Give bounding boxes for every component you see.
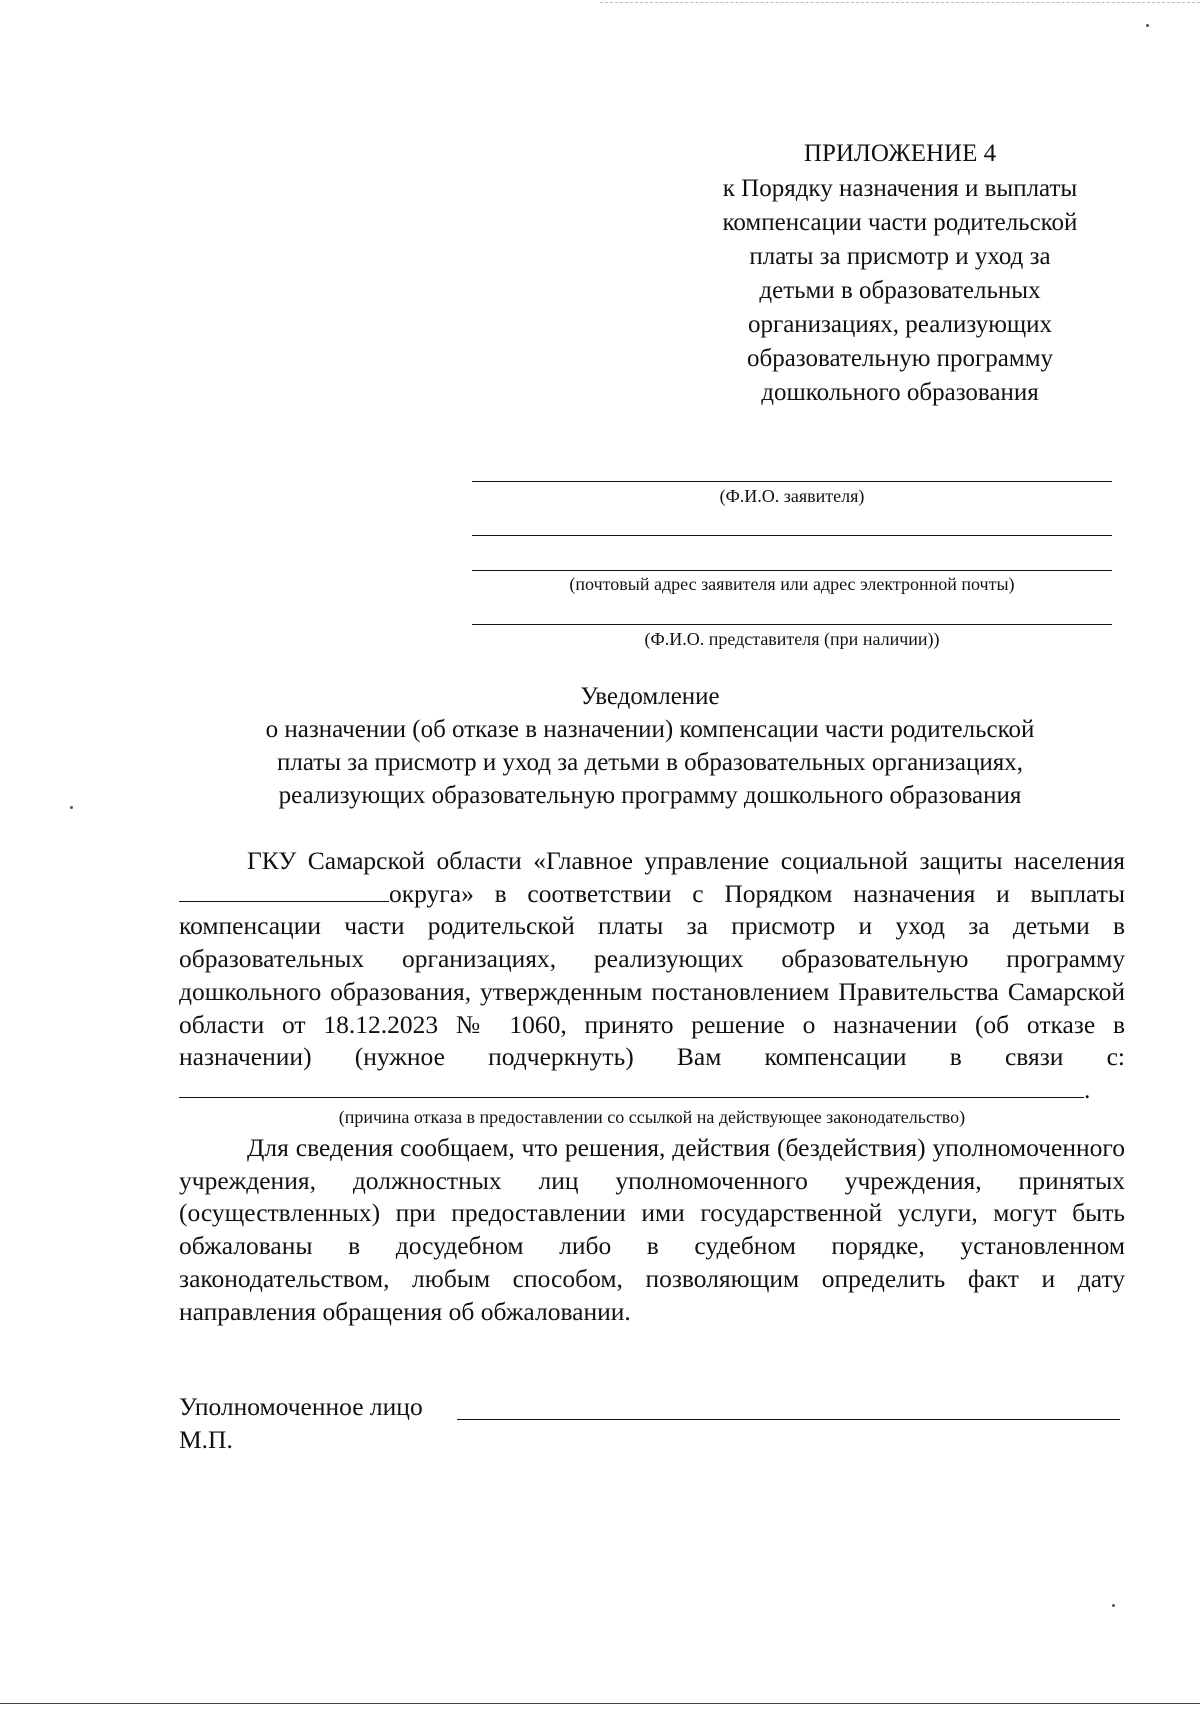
- representative-name-caption: (Ф.И.О. представителя (при наличии)): [644, 629, 940, 649]
- applicant-address-caption: (почтовый адрес заявителя или адрес электронной почты): [569, 574, 1015, 594]
- appendix-line: образовательную программу: [746, 345, 1054, 372]
- applicant-address-line-2[interactable]: [472, 570, 1112, 571]
- decision-paragraph: [179, 845, 1125, 1107]
- appeal-paragraph: [179, 1132, 1125, 1328]
- decision-text-part2: округа» в соответствии с Порядком назначения и выплаты компенсации части родительской платы за присмотр и уход за детьми в образовательных организациях, реализующих образовательную программу дошкольного образования, утвержденным постановлением Правительства Самарской области от 18.12.2023 № 1060, принято решение о назначении (об отказе в назначении) (нужное подчеркнуть) Вам компенсации в связи с:: [179, 878, 1125, 1072]
- stamp-label: М.П.: [179, 1425, 233, 1454]
- appendix-line: детьми в образовательных: [759, 277, 1041, 304]
- appendix-line: компенсации части родительской: [722, 209, 1078, 236]
- applicant-name-caption: (Ф.И.О. заявителя): [719, 486, 865, 506]
- reason-blank[interactable]: [179, 1075, 1084, 1098]
- appendix-heading: ПРИЛОЖЕНИЕ 4: [803, 140, 997, 167]
- signature-block: [179, 1390, 423, 1456]
- scan-speck: [70, 806, 73, 809]
- scan-speck: [1112, 1604, 1115, 1607]
- district-blank[interactable]: [179, 879, 389, 902]
- signature-label: Уполномоченное лицо: [179, 1392, 423, 1421]
- notice-subtitle-line: реализующих образовательную программу дошкольного образования: [278, 782, 1022, 809]
- scan-artifact-bottom: [0, 1703, 1200, 1704]
- decision-text-end: .: [1084, 1074, 1091, 1104]
- representative-name-line[interactable]: [472, 624, 1112, 625]
- applicant-address-line-1[interactable]: [472, 535, 1112, 536]
- appendix-line: к Порядку назначения и выплаты: [722, 175, 1078, 202]
- appeal-text: Для сведения сообщаем, что решения, действия (бездействия) уполномоченного учреждения, должностных лиц уполномоченного учреждения, принятых (осуществленных) при предоставлении ими государственной услуги, могут быть обжалованы в досудебном либо в судебном порядке, установленном законодательством, любым способом, позволяющим определить факт и дату направления обращения об обжаловании.: [179, 1133, 1125, 1326]
- appendix-line: организациях, реализующих: [747, 311, 1053, 338]
- notice-subtitle-line: о назначении (об отказе в назначении) компенсации части родительской: [265, 716, 1035, 743]
- scan-speck: [1146, 24, 1149, 27]
- reason-caption: (причина отказа в предоставлении со ссылкой на действующее законодательство): [338, 1107, 966, 1127]
- notice-title: Уведомление: [580, 683, 720, 710]
- appendix-block: [690, 136, 1110, 410]
- notice-subtitle-line: платы за присмотр и уход за детьми в образовательных организациях,: [277, 749, 1023, 776]
- applicant-name-line[interactable]: [472, 481, 1112, 482]
- appendix-line: дошкольного образования: [761, 379, 1039, 406]
- signature-line[interactable]: [457, 1419, 1120, 1420]
- appendix-line: платы за присмотр и уход за: [749, 243, 1051, 270]
- notice-title-block: [170, 680, 1130, 812]
- decision-text-part1: ГКУ Самарской области «Главное управление социальной защиты населения: [247, 846, 1125, 875]
- scan-artifact-top: [600, 2, 1200, 3]
